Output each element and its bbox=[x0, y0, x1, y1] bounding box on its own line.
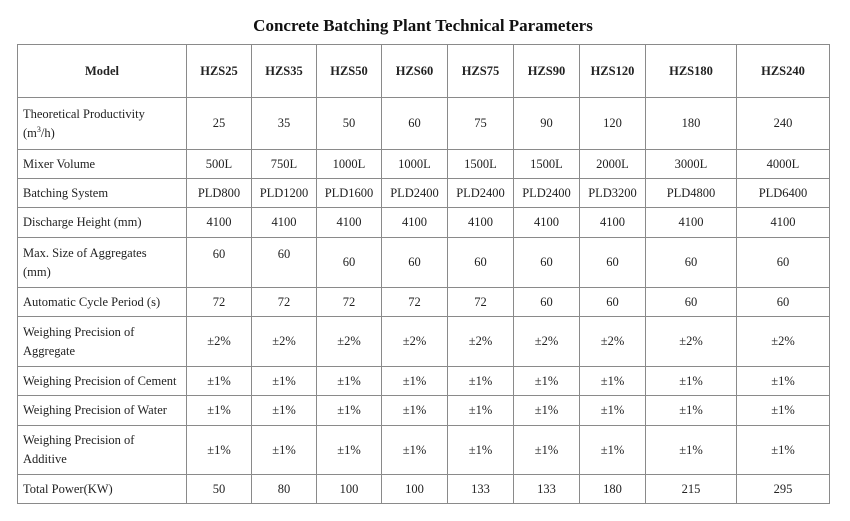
table-row bbox=[18, 317, 830, 367]
header-model: Model bbox=[18, 45, 187, 98]
table-cell: PLD800 bbox=[187, 179, 252, 208]
table-cell: ±1% bbox=[737, 426, 830, 475]
table-cell: ±1% bbox=[382, 367, 448, 396]
table-cell: ±1% bbox=[646, 367, 737, 396]
table-cell: ±1% bbox=[382, 396, 448, 426]
row-label: Automatic Cycle Period (s) bbox=[18, 288, 187, 317]
table-cell: PLD3200 bbox=[580, 179, 646, 208]
table-cell: 180 bbox=[646, 98, 737, 150]
table-cell: 25 bbox=[187, 98, 252, 150]
table-cell: ±1% bbox=[252, 396, 317, 426]
table-cell: 50 bbox=[317, 98, 382, 150]
table-row bbox=[18, 179, 830, 208]
table-cell: PLD6400 bbox=[737, 179, 830, 208]
table-cell: 1500L bbox=[448, 150, 514, 179]
table-cell: 4100 bbox=[187, 208, 252, 238]
table-cell: 60 bbox=[646, 288, 737, 317]
table-row bbox=[18, 238, 830, 288]
table-cell: 500L bbox=[187, 150, 252, 179]
table-cell: 4100 bbox=[646, 208, 737, 238]
table-cell: PLD2400 bbox=[514, 179, 580, 208]
table-cell: 180 bbox=[580, 475, 646, 504]
table-cell: 60 bbox=[737, 238, 830, 288]
row-label: Theoretical Productivity $(m^3/h)$ bbox=[18, 98, 187, 150]
table-cell: 4100 bbox=[382, 208, 448, 238]
table-cell: ±2% bbox=[514, 317, 580, 367]
table-cell: PLD4800 bbox=[646, 179, 737, 208]
page-title: Concrete Batching Plant Technical Parameters bbox=[253, 16, 593, 35]
table-cell: 90 bbox=[514, 98, 580, 150]
table-cell: ±2% bbox=[737, 317, 830, 367]
table-cell: 2000L bbox=[580, 150, 646, 179]
table-cell: 4100 bbox=[448, 208, 514, 238]
table-cell: 60 bbox=[382, 98, 448, 150]
table-cell: ±1% bbox=[317, 426, 382, 475]
table-cell: 72 bbox=[252, 288, 317, 317]
table-cell: PLD2400 bbox=[448, 179, 514, 208]
table-cell: 60 bbox=[646, 238, 737, 288]
table-cell: 1500L bbox=[514, 150, 580, 179]
table-cell: 60 bbox=[580, 238, 646, 288]
table-cell: ±1% bbox=[448, 426, 514, 475]
technical-parameters-table bbox=[17, 44, 830, 504]
table-cell: 750L bbox=[252, 150, 317, 179]
table-cell: 60 bbox=[737, 288, 830, 317]
header-cell: HZS90 bbox=[514, 45, 580, 98]
table-cell: ±1% bbox=[317, 396, 382, 426]
table-row bbox=[18, 208, 830, 238]
table-cell: PLD1600 bbox=[317, 179, 382, 208]
table-cell: ±1% bbox=[514, 367, 580, 396]
table-cell: 60 bbox=[448, 238, 514, 288]
table-cell: ±1% bbox=[646, 396, 737, 426]
table-cell: 50 bbox=[187, 475, 252, 504]
table-cell: 133 bbox=[514, 475, 580, 504]
table-cell: ±1% bbox=[317, 367, 382, 396]
row-label: Weighing Precision of Cement bbox=[18, 367, 187, 396]
table-cell: 100 bbox=[317, 475, 382, 504]
header-cell: HZS120 bbox=[580, 45, 646, 98]
table-cell: ±2% bbox=[580, 317, 646, 367]
table-cell: ±1% bbox=[514, 396, 580, 426]
table-cell: 72 bbox=[317, 288, 382, 317]
header-cell: HZS60 bbox=[382, 45, 448, 98]
table-row bbox=[18, 475, 830, 504]
header-cell: HZS75 bbox=[448, 45, 514, 98]
table-cell: ±1% bbox=[737, 367, 830, 396]
table-cell: ±1% bbox=[252, 367, 317, 396]
table-cell: 3000L bbox=[646, 150, 737, 179]
table-cell: ±1% bbox=[448, 396, 514, 426]
table-header-row bbox=[18, 45, 830, 98]
table-row bbox=[18, 98, 830, 150]
table-cell: 4100 bbox=[252, 208, 317, 238]
table-cell: ±1% bbox=[448, 367, 514, 396]
table-cell: ±1% bbox=[646, 426, 737, 475]
table-cell: ±2% bbox=[382, 317, 448, 367]
table-cell: 295 bbox=[737, 475, 830, 504]
row-label: Weighing Precision of Water bbox=[18, 396, 187, 426]
table-cell: ±1% bbox=[252, 426, 317, 475]
table-cell: 4100 bbox=[580, 208, 646, 238]
table-cell: 60 bbox=[382, 238, 448, 288]
table-cell: ±2% bbox=[646, 317, 737, 367]
table-cell: ±2% bbox=[252, 317, 317, 367]
table-cell: 4100 bbox=[514, 208, 580, 238]
header-cell: HZS240 bbox=[737, 45, 830, 98]
row-label: Batching System bbox=[18, 179, 187, 208]
table-cell: 100 bbox=[382, 475, 448, 504]
table-cell: 215 bbox=[646, 475, 737, 504]
table-cell: ±1% bbox=[580, 426, 646, 475]
table-cell: 4100 bbox=[317, 208, 382, 238]
table-cell: 72 bbox=[382, 288, 448, 317]
table-cell: 72 bbox=[187, 288, 252, 317]
table-cell: 120 bbox=[580, 98, 646, 150]
table-cell: ±1% bbox=[737, 396, 830, 426]
row-label: Weighing Precision of Additive bbox=[18, 426, 187, 475]
table-cell: 60 bbox=[187, 238, 252, 288]
header-cell: HZS25 bbox=[187, 45, 252, 98]
table-cell: ±2% bbox=[187, 317, 252, 367]
table-row bbox=[18, 367, 830, 396]
table-cell: 60 bbox=[514, 238, 580, 288]
row-label: Discharge Height (mm) bbox=[18, 208, 187, 238]
table-cell: 133 bbox=[448, 475, 514, 504]
table-cell: PLD1200 bbox=[252, 179, 317, 208]
row-label: Mixer Volume bbox=[18, 150, 187, 179]
header-cell: HZS50 bbox=[317, 45, 382, 98]
table-row bbox=[18, 288, 830, 317]
header-cell: HZS180 bbox=[646, 45, 737, 98]
table-cell: ±2% bbox=[317, 317, 382, 367]
table-cell: ±1% bbox=[187, 426, 252, 475]
table-cell: 72 bbox=[448, 288, 514, 317]
table-cell: 60 bbox=[580, 288, 646, 317]
row-label: Weighing Precision of Aggregate bbox=[18, 317, 187, 367]
header-cell: HZS35 bbox=[252, 45, 317, 98]
table-cell: ±1% bbox=[514, 426, 580, 475]
table-cell: 60 bbox=[514, 288, 580, 317]
table-cell: ±1% bbox=[382, 426, 448, 475]
table-cell: 35 bbox=[252, 98, 317, 150]
table-row bbox=[18, 150, 830, 179]
table-cell: 75 bbox=[448, 98, 514, 150]
table-row bbox=[18, 426, 830, 475]
table-cell: 4000L bbox=[737, 150, 830, 179]
table-cell: 240 bbox=[737, 98, 830, 150]
table-cell: ±2% bbox=[448, 317, 514, 367]
table-cell: 60 bbox=[317, 238, 382, 288]
table-cell: 80 bbox=[252, 475, 317, 504]
table-cell: 60 bbox=[252, 238, 317, 288]
row-label: Max. Size of Aggregates (mm) bbox=[18, 238, 187, 288]
table-cell: ±1% bbox=[187, 396, 252, 426]
table-cell: 1000L bbox=[317, 150, 382, 179]
row-label: Total Power(KW) bbox=[18, 475, 187, 504]
table-cell: ±1% bbox=[187, 367, 252, 396]
table-cell: ±1% bbox=[580, 396, 646, 426]
table-cell: 1000L bbox=[382, 150, 448, 179]
table-cell: ±1% bbox=[580, 367, 646, 396]
table-cell: PLD2400 bbox=[382, 179, 448, 208]
table-cell: 4100 bbox=[737, 208, 830, 238]
table-row bbox=[18, 396, 830, 426]
